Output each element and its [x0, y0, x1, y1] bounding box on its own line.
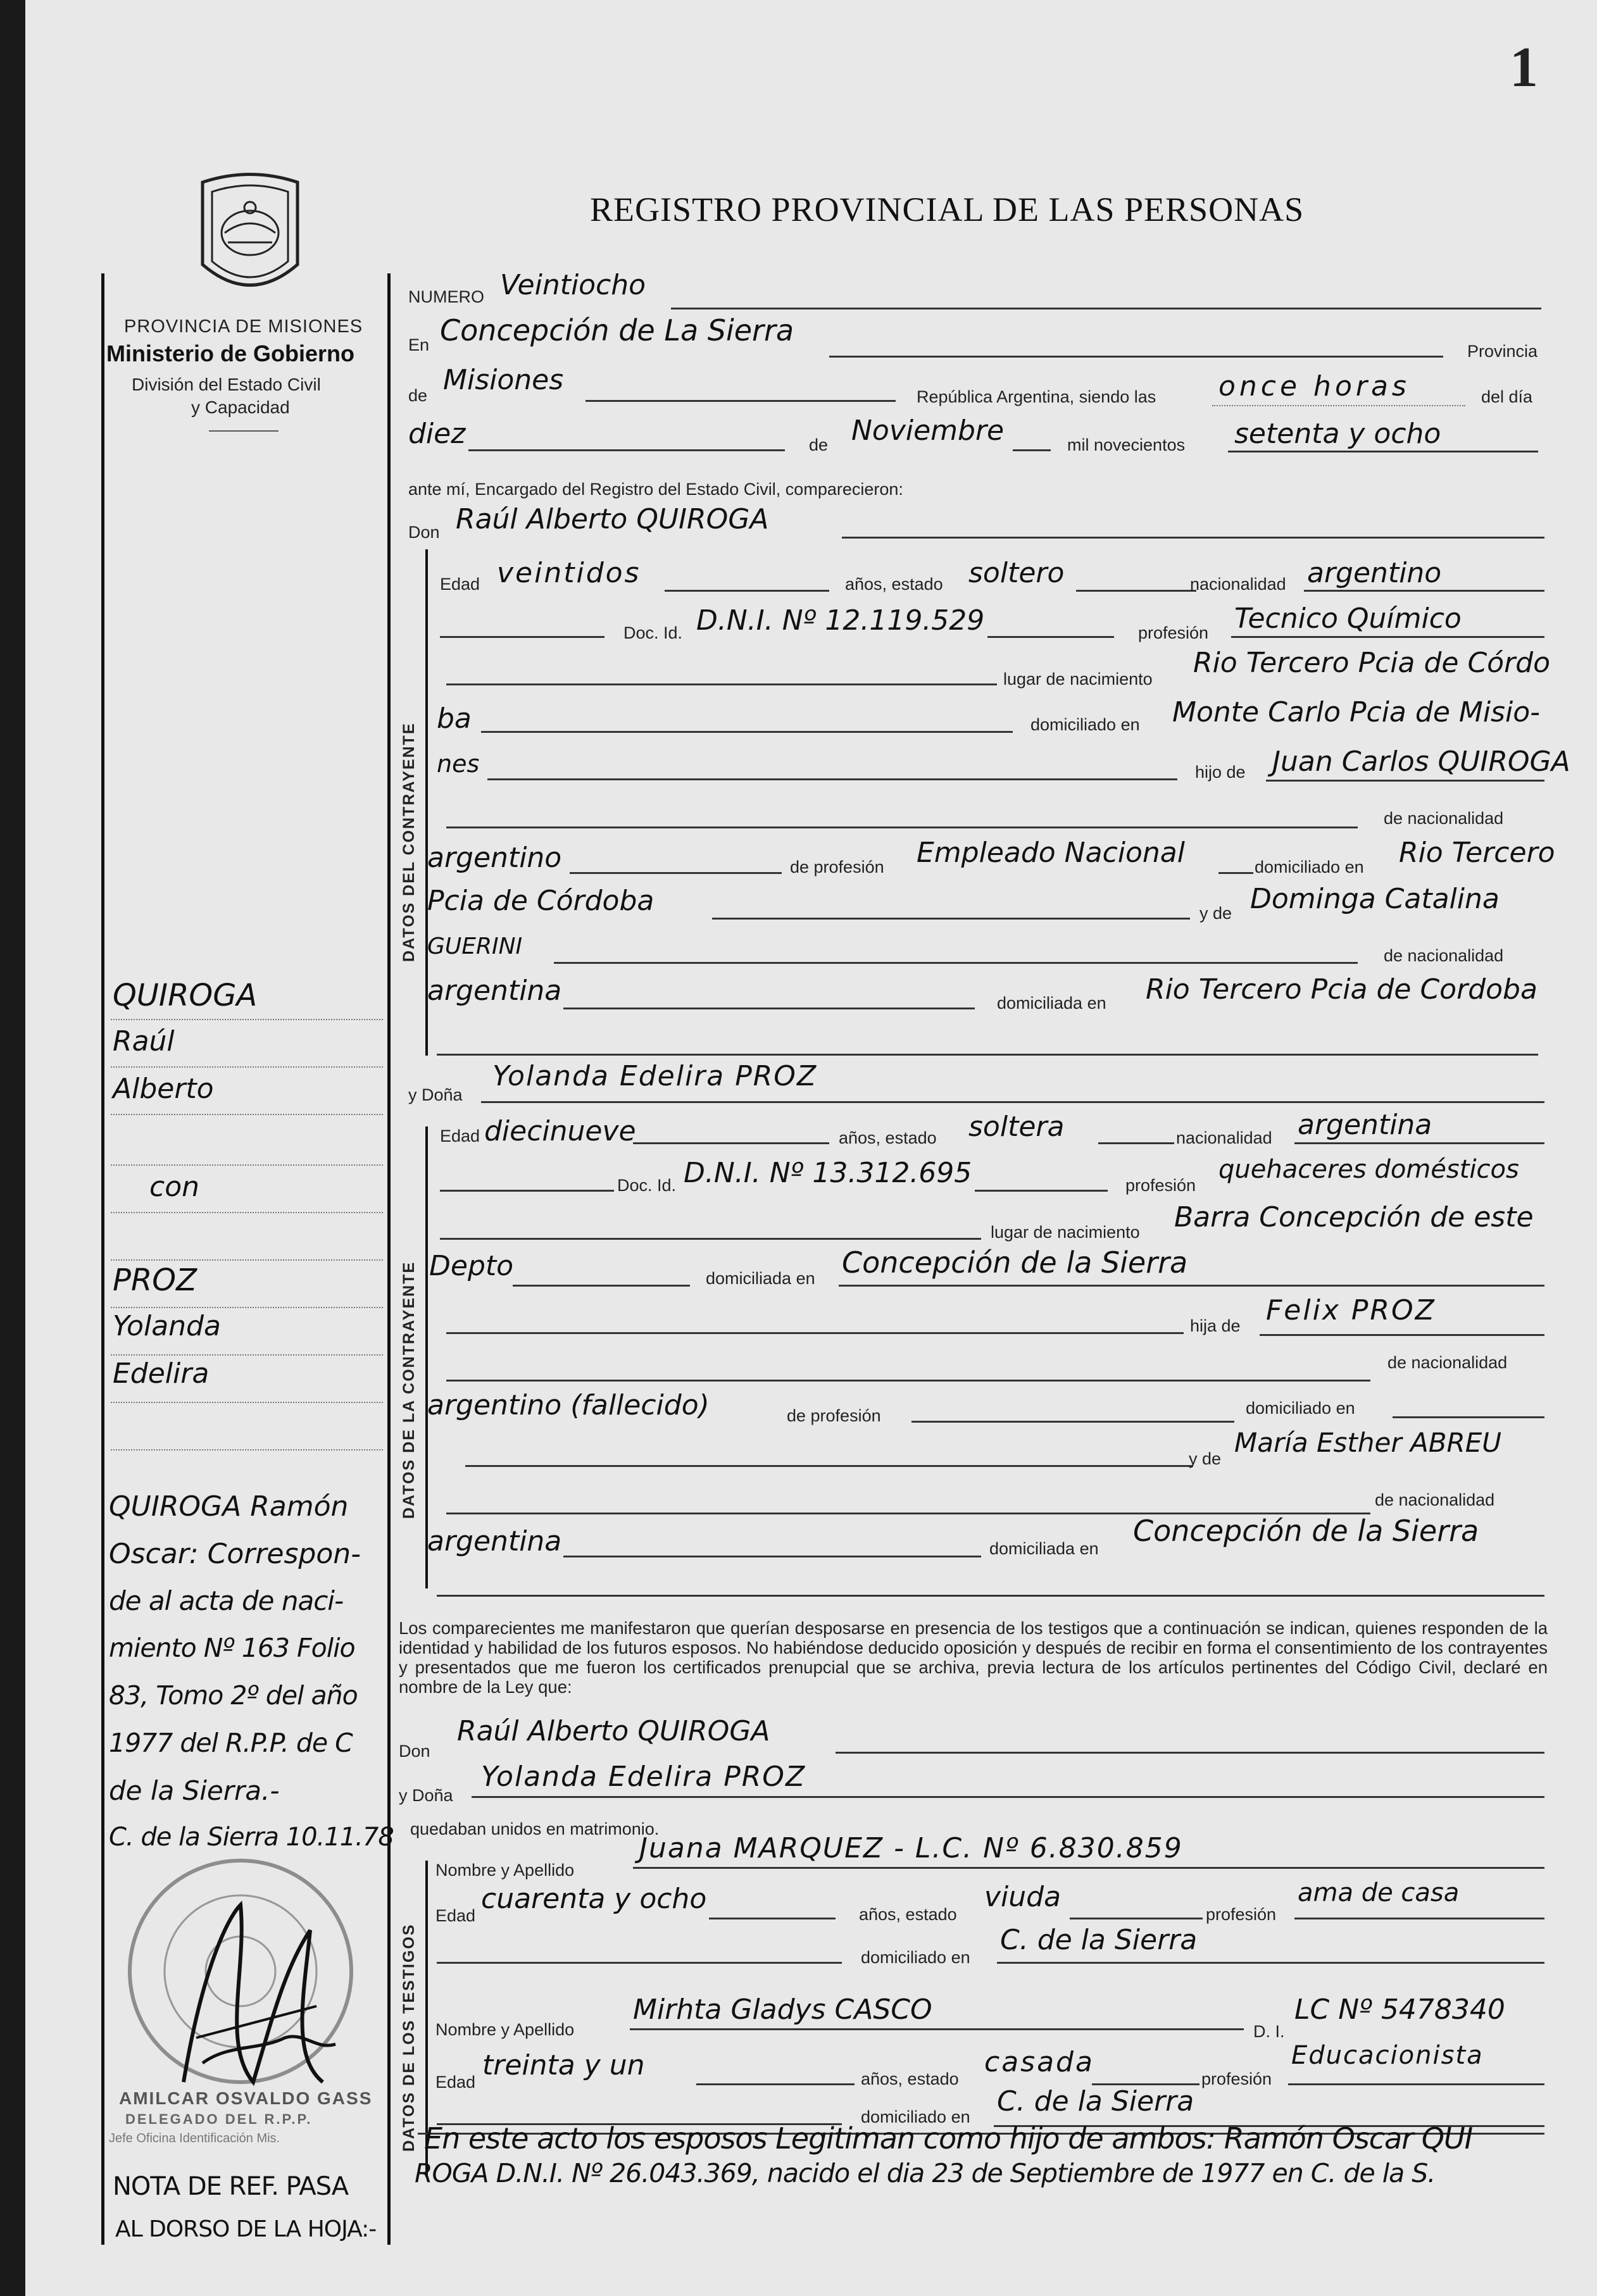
label-republica: República Argentina, siendo las — [917, 387, 1156, 406]
field-provincia: Misiones — [443, 364, 564, 396]
label-t2-estado: años, estado — [861, 2069, 959, 2088]
field-domicilio-2: Concepción de la Sierra — [842, 1245, 1188, 1280]
field-domicilio-1-cont: nes — [437, 750, 480, 778]
label-t1-domicilio: domiciliado en — [861, 1948, 970, 1967]
margin-note-8: C. de la Sierra 10.11.78 — [109, 1823, 394, 1852]
office-capacidad: y Capacidad — [191, 397, 290, 417]
field-madre-1-cont: GUERINI — [427, 933, 523, 959]
field-padre-nac-2: argentino (fallecido) — [427, 1389, 710, 1421]
label-t1-edad: Edad — [435, 1906, 476, 1925]
field-madre-2: María Esther ABREU — [1234, 1427, 1501, 1458]
label-t2-nombre: Nombre y Apellido — [435, 2020, 575, 2039]
label-madre-dom-1: domiciliada en — [997, 994, 1106, 1013]
label-hija-de: hija de — [1190, 1316, 1241, 1335]
field-madre-dom-2: Concepción de la Sierra — [1133, 1514, 1479, 1548]
nota-final-line1: En este acto los esposos Legitiman como hijo de ambos: Ramón Oscar QUI — [424, 2121, 1473, 2156]
field-domicilio-1: Monte Carlo Pcia de Misio- — [1172, 696, 1541, 728]
margin-name2-line3: Edelira — [113, 1357, 210, 1390]
label-profesion-1: profesión — [1138, 623, 1209, 642]
margin-note-1: QUIROGA Ramón — [109, 1490, 349, 1523]
label-nac-2: nacionalidad — [1176, 1128, 1272, 1147]
label-edad-2: Edad — [440, 1126, 480, 1145]
label-y-de-2: y de — [1189, 1449, 1222, 1468]
province-seal-icon — [190, 170, 310, 303]
margin-note-6: 1977 del R.P.P. de C — [109, 1728, 353, 1758]
field-t1-nombre: Juana MARQUEZ - L.C. Nº 6.830.859 — [639, 1832, 1183, 1864]
margin-name2-line2: Yolanda — [113, 1310, 221, 1342]
field-anio: setenta y ocho — [1234, 418, 1441, 450]
label-y-dona: y Doña — [408, 1085, 463, 1104]
field-lugar-nac-2-cont: Depto — [429, 1250, 514, 1282]
margin-name1-line1: QUIROGA — [113, 978, 258, 1013]
field-union-don: Raúl Alberto QUIROGA — [457, 1715, 770, 1747]
label-de-nac-1a: de nacionalidad — [1384, 809, 1504, 828]
margin-note-5: 83, Tomo 2º del año — [109, 1680, 358, 1711]
field-t2-profesion: Educacionista — [1291, 2041, 1484, 2070]
label-domiciliado-1: domiciliado en — [1030, 715, 1140, 734]
field-estado-2: soltera — [968, 1111, 1065, 1143]
stamp-line-2: DELEGADO DEL R.P.P. — [125, 2111, 313, 2127]
field-nac-2: argentina — [1298, 1109, 1432, 1141]
field-doc-1: D.N.I. Nº 12.119.529 — [696, 604, 985, 637]
field-contrayenta-nombre: Yolanda Edelira PROZ — [492, 1060, 818, 1092]
page-number: 1 — [1510, 36, 1538, 99]
field-padre-dom-1-cont: Pcia de Córdoba — [427, 885, 654, 917]
field-lugar-nac-1: Rio Tercero Pcia de Córdo — [1193, 647, 1551, 679]
margin-note-2: Oscar: Correspon- — [109, 1538, 361, 1570]
field-t2-nombre: Mirhta Gladys CASCO — [633, 1993, 932, 2026]
contrayenta-bracket — [425, 1126, 428, 1588]
field-t2-estado: casada — [984, 2046, 1094, 2078]
label-datos-testigos: DATOS DE LOS TESTIGOS — [400, 1923, 418, 2152]
label-en: En — [408, 335, 430, 354]
label-del-dia: del día — [1481, 387, 1533, 406]
label-edad-1: Edad — [440, 575, 480, 594]
field-doc-2: D.N.I. Nº 13.312.695 — [684, 1157, 972, 1189]
label-de-mes: de — [809, 435, 829, 454]
label-de-nac-2a: de nacionalidad — [1387, 1353, 1508, 1372]
label-t1-profesion: profesión — [1206, 1905, 1277, 1924]
field-padre-dom-1: Rio Tercero — [1399, 837, 1555, 869]
margin-note-3: de al acta de naci- — [109, 1585, 344, 1616]
margin-con: con — [149, 1171, 199, 1203]
label-de-nac-1b: de nacionalidad — [1384, 946, 1504, 965]
label-lugar-nac-1: lugar de nacimiento — [1003, 670, 1153, 689]
margin-note-4: miento Nº 163 Folio — [109, 1633, 355, 1663]
field-edad-2: diecinueve — [484, 1115, 636, 1147]
label-t2-domicilio: domiciliado en — [861, 2107, 970, 2126]
page-title: REGISTRO PROVINCIAL DE LAS PERSONAS — [590, 190, 1305, 228]
field-padre-1: Juan Carlos QUIROGA — [1272, 746, 1570, 778]
label-t2-profesion: profesión — [1201, 2069, 1272, 2088]
label-datos-contrayenta: DATOS DE LA CONTRAYENTE — [400, 1261, 418, 1519]
label-estado-1: años, estado — [845, 575, 943, 594]
field-lugar-nac-2: Barra Concepción de este — [1174, 1201, 1534, 1233]
margin-name1-line3: Alberto — [113, 1073, 214, 1105]
margin-footer-line-2: AL DORSO DE LA HOJA:- — [115, 2216, 377, 2242]
margin-footer-line-1: NOTA DE REF. PASA — [113, 2172, 349, 2201]
field-lugar-nac-1-cont: ba — [437, 702, 472, 735]
field-profesion-2: quehaceres domésticos — [1218, 1155, 1519, 1184]
label-padre-dom-2: domiciliado en — [1246, 1399, 1355, 1418]
label-de: de — [408, 386, 428, 405]
label-numero: NUMERO — [408, 287, 484, 306]
label-t1-estado: años, estado — [859, 1905, 957, 1924]
field-padre-2: Felix PROZ — [1266, 1294, 1436, 1326]
label-de-prof-2: de profesión — [787, 1406, 881, 1425]
office-division: División del Estado Civil — [132, 375, 321, 394]
field-hora: once horas — [1218, 370, 1410, 402]
field-dia: diez — [408, 418, 466, 450]
field-lugar: Concepción de La Sierra — [440, 313, 794, 347]
label-union-dona: y Doña — [399, 1786, 453, 1805]
nota-final-line2: ROGA D.N.I. Nº 26.043.369, nacido el dia 23 de Septiembre de 1977 en C. de la S. — [415, 2158, 1436, 2188]
margin-name2-line1: PROZ — [113, 1263, 197, 1298]
label-doc-2: Doc. Id. — [617, 1176, 677, 1195]
field-estado-1: soltero — [968, 557, 1065, 589]
field-t1-edad: cuarenta y ocho — [481, 1883, 707, 1915]
margin-name1-line2: Raúl — [113, 1025, 175, 1058]
margin-note-7: de la Sierra.- — [109, 1775, 280, 1806]
field-t2-doc: LC Nº 5478340 — [1294, 1993, 1505, 2026]
label-domiciliada-2: domiciliada en — [706, 1269, 815, 1288]
label-lugar-nac-2: lugar de nacimiento — [991, 1223, 1140, 1242]
field-t1-domicilio: C. de la Sierra — [1000, 1924, 1198, 1956]
label-de-prof-1: de profesión — [790, 858, 884, 877]
label-y-de-1: y de — [1199, 904, 1232, 923]
stamp-line-3: Jefe Oficina Identificación Mis. — [109, 2131, 280, 2145]
label-quedaban: quedaban unidos en matrimonio. — [410, 1819, 660, 1838]
field-edad-1: veintidos — [497, 557, 641, 589]
field-don: Raúl Alberto QUIROGA — [456, 503, 769, 535]
label-datos-contrayente: DATOS DEL CONTRAYENTE — [400, 722, 418, 962]
stamp-line-1: AMILCAR OSVALDO GASS — [119, 2088, 373, 2108]
office-province: PROVINCIA DE MISIONES — [124, 316, 363, 337]
office-ministry: Ministerio de Gobierno — [106, 340, 355, 366]
label-t2-doc: D. I. — [1253, 2022, 1285, 2041]
field-numero: Veintiocho — [500, 269, 646, 301]
label-mil-novecientos: mil novecientos — [1067, 435, 1186, 454]
label-doc-1: Doc. Id. — [623, 623, 683, 642]
field-nac-1: argentino — [1307, 557, 1442, 589]
margin-divider — [387, 273, 391, 2245]
label-t1-nombre: Nombre y Apellido — [435, 1861, 575, 1880]
field-t1-profesion: ama de casa — [1298, 1878, 1460, 1907]
declaracion-text: Los comparecientes me manifestaron que querían desposarse en presencia de los testigos que a continuación se indican, quienes responden de la identidad y habilidad de los futuros esposos. No habiéndose deducido oposición y después de recibir en forma el consentimiento de los contrayentes y presentados que me fueron los certificados prenupcial que se archiva, previa lectura de los artículos pertinentes del Código Civil, declaré en nombre de la Ley que: — [399, 1618, 1548, 1697]
label-de-nac-2b: de nacionalidad — [1375, 1490, 1495, 1509]
office-divider — [209, 430, 279, 432]
field-padre-nac-1: argentino — [427, 842, 562, 874]
field-profesion-1: Tecnico Químico — [1234, 602, 1462, 635]
field-padre-prof-1: Empleado Nacional — [917, 837, 1185, 869]
field-union-dona: Yolanda Edelira PROZ — [481, 1761, 806, 1793]
field-madre-1: Dominga Catalina — [1250, 883, 1500, 915]
label-nac-1: nacionalidad — [1190, 575, 1286, 594]
label-estado-2: años, estado — [839, 1128, 937, 1147]
field-madre-nac-1: argentina — [427, 975, 562, 1007]
label-ante-mi: ante mí, Encargado del Registro del Estado Civil, comparecieron: — [408, 480, 903, 499]
label-hijo-de: hijo de — [1195, 763, 1246, 782]
field-madre-dom-1: Rio Tercero Pcia de Cordoba — [1146, 973, 1538, 1006]
label-t2-edad: Edad — [435, 2073, 476, 2092]
field-t2-edad: treinta y un — [482, 2049, 645, 2081]
label-don: Don — [408, 523, 440, 542]
field-mes: Noviembre — [851, 415, 1005, 447]
label-padre-dom-1: domiciliado en — [1255, 858, 1364, 877]
label-provincia: Provincia — [1467, 342, 1538, 361]
label-union-don: Don — [399, 1742, 430, 1761]
field-t2-domicilio: C. de la Sierra — [997, 2085, 1194, 2118]
field-t1-estado: viuda — [984, 1881, 1062, 1913]
label-madre-dom-2: domiciliada en — [989, 1539, 1099, 1558]
signature-icon — [158, 1892, 348, 2095]
label-profesion-2: profesión — [1125, 1176, 1196, 1195]
field-madre-nac-2: argentina — [427, 1525, 562, 1557]
